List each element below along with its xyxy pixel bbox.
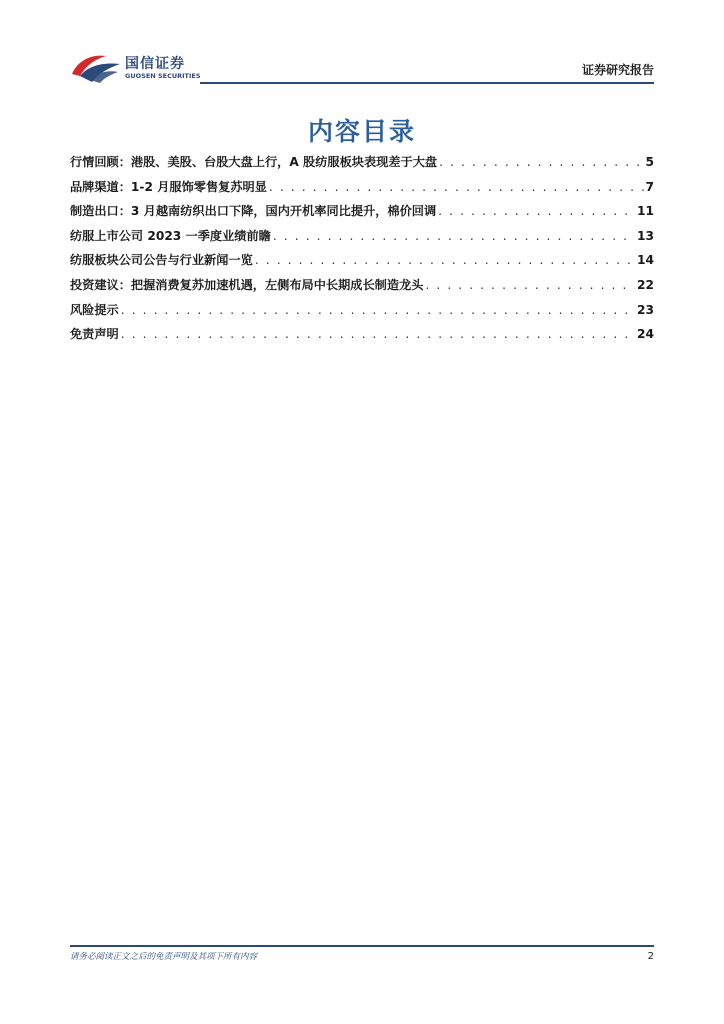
report-type-label: 证券研究报告: [581, 63, 654, 77]
toc-entry-page[interactable]: 24: [637, 327, 654, 342]
page-header: [0, 0, 724, 90]
toc-leader-dots: [121, 327, 635, 341]
toc-entry-text[interactable]: 投资建议：把握消费复苏加速机遇，左侧布局中长期成长制造龙头: [70, 277, 424, 292]
page-number: 2: [647, 951, 654, 962]
header-divider: [200, 82, 654, 84]
toc-entry-page[interactable]: 5: [645, 155, 654, 169]
toc-entry[interactable]: [70, 251, 654, 276]
toc-entry[interactable]: [70, 325, 654, 350]
toc-entry-page[interactable]: 22: [637, 277, 654, 292]
footer-divider: [70, 945, 654, 947]
toc-leader-dots: [425, 278, 635, 292]
toc-entry[interactable]: [70, 301, 654, 326]
toc-title: 内容目录: [307, 117, 416, 146]
toc-entry-text[interactable]: 纺服上市公司 2023 一季度业绩前瞻: [70, 228, 271, 243]
toc-entry-text[interactable]: 风险提示: [70, 302, 119, 317]
guosen-logo: [70, 50, 220, 84]
guosen-logo-icon: [70, 50, 122, 84]
footer-disclaimer: 请务必阅读正文之后的免责声明及其项下所有内容: [70, 952, 258, 962]
logo-chinese-name: 国信证券: [125, 56, 185, 72]
toc-leader-dots: [255, 253, 635, 267]
table-of-contents: [70, 153, 654, 350]
toc-entry-page[interactable]: 13: [637, 228, 654, 243]
toc-entry-text[interactable]: 制造出口：3 月越南纺织出口下降，国内开机率同比提升，棉价回调: [70, 204, 437, 219]
toc-entry[interactable]: [70, 202, 654, 227]
toc-leader-dots: [438, 204, 635, 218]
toc-leader-dots: [121, 303, 635, 317]
toc-leader-dots: [439, 155, 643, 169]
toc-entry[interactable]: [70, 178, 654, 203]
toc-entry-text[interactable]: 行情回顾：港股、美股、台股大盘上行，A 股纺服板块表现差于大盘: [70, 155, 438, 169]
logo-english-name: GUOSEN SECURITIES: [125, 72, 201, 80]
toc-entry[interactable]: [70, 153, 654, 178]
toc-leader-dots: [269, 180, 644, 194]
toc-leader-dots: [273, 229, 635, 243]
toc-entry-text[interactable]: 纺服板块公司公告与行业新闻一览: [70, 253, 253, 268]
toc-entry[interactable]: [70, 276, 654, 301]
toc-entry-page[interactable]: 11: [637, 204, 654, 219]
toc-entry-page[interactable]: 14: [637, 253, 654, 268]
toc-entry-text[interactable]: 免责声明: [70, 327, 119, 342]
toc-entry-page[interactable]: 7: [645, 179, 654, 194]
toc-entry[interactable]: [70, 227, 654, 252]
toc-entry-text[interactable]: 品牌渠道：1-2 月服饰零售复苏明显: [70, 179, 267, 194]
toc-entry-page[interactable]: 23: [637, 302, 654, 317]
